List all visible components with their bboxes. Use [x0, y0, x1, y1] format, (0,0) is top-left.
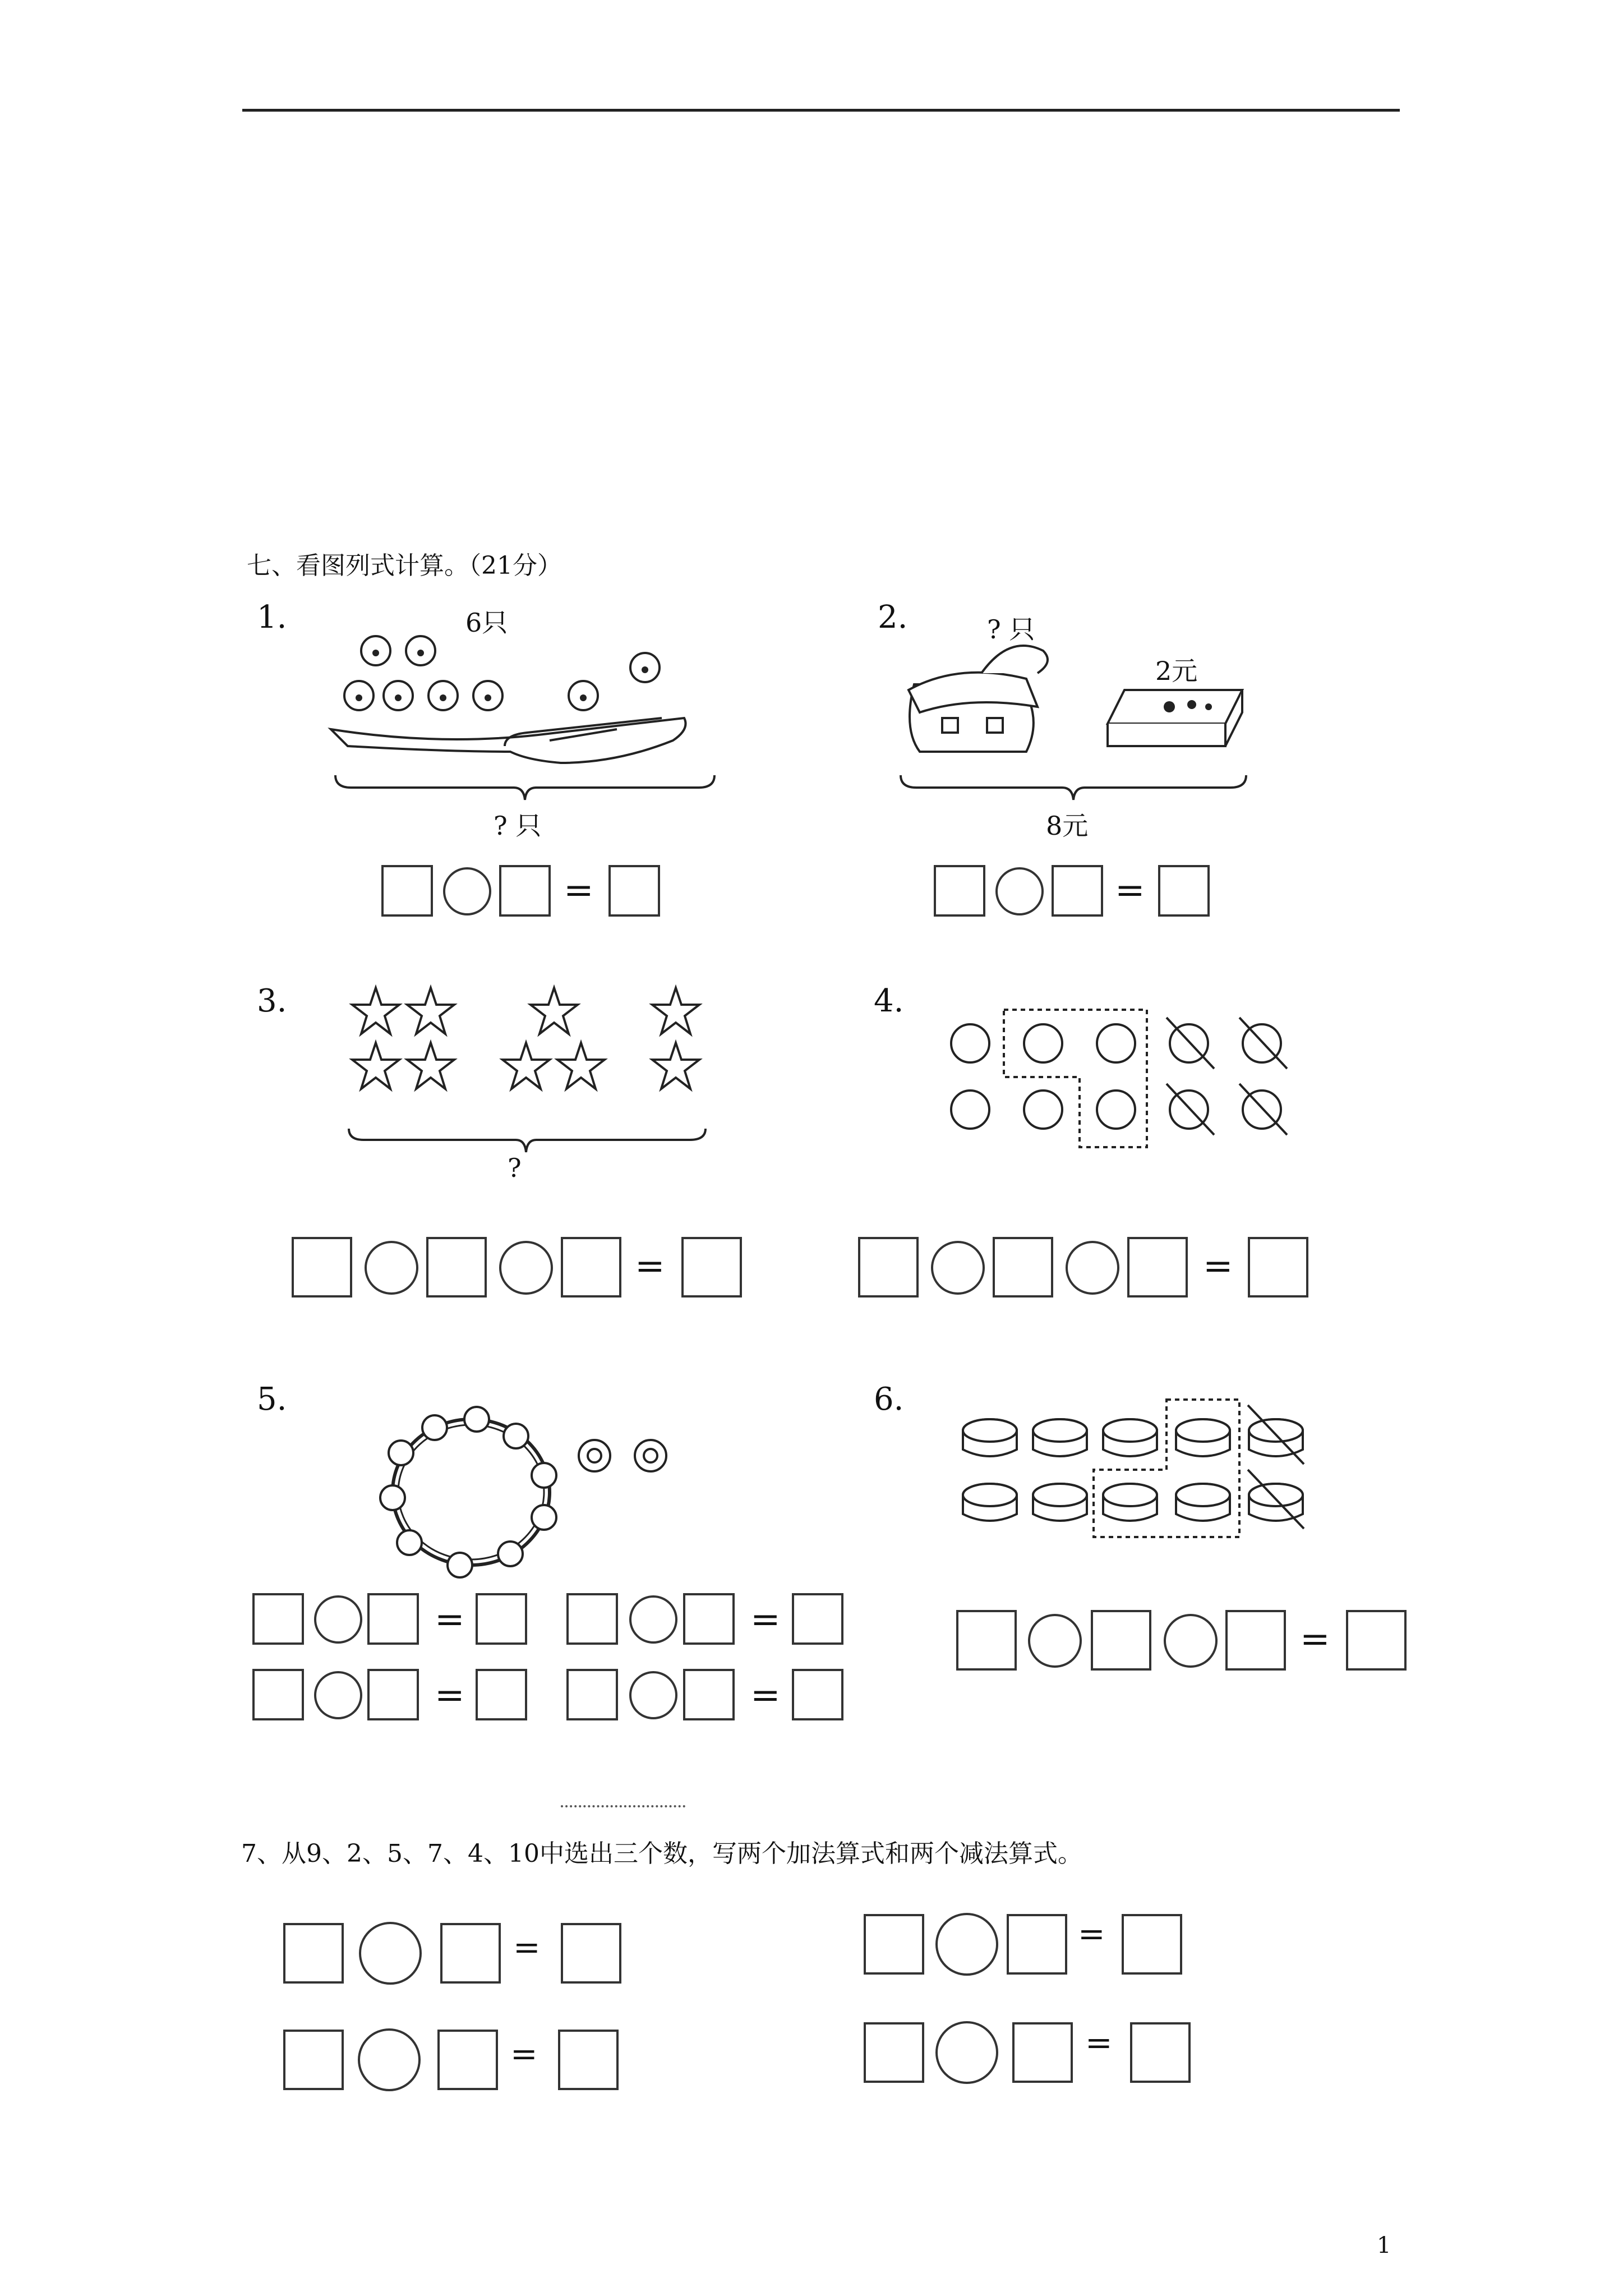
bead-bracelet-icon: [370, 1397, 684, 1582]
equals-sign: =: [1078, 1915, 1105, 1953]
stars-icon: [348, 984, 707, 1097]
answer-box[interactable]: [1012, 2022, 1073, 2083]
problem-3-brace: [348, 1128, 707, 1156]
equals-sign: =: [750, 1599, 781, 1640]
answer-box[interactable]: [1091, 1610, 1151, 1671]
answer-box[interactable]: [426, 1237, 487, 1297]
problem-1-number: 1.: [257, 599, 287, 636]
answer-box[interactable]: [858, 1237, 919, 1297]
equals-sign: =: [1115, 869, 1145, 911]
equals-sign: =: [435, 1674, 465, 1716]
answer-box[interactable]: [956, 1610, 1017, 1671]
answer-box[interactable]: [566, 1669, 618, 1720]
operator-circle[interactable]: [499, 1241, 553, 1295]
operator-circle[interactable]: [1164, 1614, 1218, 1668]
problem-2-top-label: ? 只: [987, 614, 1035, 645]
problem-3-bottom-label: ?: [508, 1153, 522, 1183]
problem-2-price-label: 2元: [1155, 656, 1198, 686]
answer-box[interactable]: [381, 865, 433, 917]
answer-box[interactable]: [1007, 1914, 1067, 1975]
equals-sign: =: [513, 1928, 541, 1966]
answer-box[interactable]: [792, 1593, 843, 1645]
operator-circle[interactable]: [935, 2021, 998, 2084]
page-number: 1: [1377, 2233, 1391, 2258]
answer-box[interactable]: [1122, 1914, 1182, 1975]
answer-box[interactable]: [566, 1593, 618, 1645]
header-rule: [242, 109, 1400, 112]
operator-circle[interactable]: [443, 867, 491, 915]
answer-box[interactable]: [283, 2030, 344, 2090]
answer-box[interactable]: [683, 1669, 735, 1720]
answer-box[interactable]: [792, 1669, 843, 1720]
operator-circle[interactable]: [359, 1922, 422, 1985]
answer-box[interactable]: [252, 1593, 304, 1645]
answer-box[interactable]: [440, 1923, 501, 1984]
equals-sign: =: [435, 1599, 465, 1640]
answer-box[interactable]: [367, 1593, 419, 1645]
problem-6-number: 6.: [874, 1381, 904, 1418]
operator-circle[interactable]: [935, 1913, 998, 1976]
equals-sign: =: [564, 869, 594, 911]
dotted-separator: [561, 1805, 685, 1807]
operator-circle[interactable]: [365, 1241, 418, 1295]
operator-circle[interactable]: [1028, 1614, 1082, 1668]
answer-box[interactable]: [499, 865, 551, 917]
section-title: 七、看图列式计算。（21分）: [247, 551, 562, 580]
question-7-text: 7、从9、2、5、7、4、10中选出三个数，写两个加法算式和两个减法算式。: [241, 1839, 1082, 1868]
crossed-circles-icon: [948, 1004, 1295, 1150]
answer-box[interactable]: [561, 1237, 621, 1297]
answer-box[interactable]: [1158, 865, 1210, 917]
problem-4-number: 4.: [874, 983, 904, 1019]
operator-circle[interactable]: [629, 1671, 677, 1719]
equals-sign: =: [1085, 2023, 1113, 2062]
answer-box[interactable]: [558, 2030, 619, 2090]
operator-circle[interactable]: [931, 1241, 985, 1295]
equals-sign: =: [510, 2035, 538, 2073]
answer-box[interactable]: [1052, 865, 1103, 917]
answer-box[interactable]: [1127, 1237, 1188, 1297]
operator-circle[interactable]: [314, 1595, 362, 1644]
answer-box[interactable]: [437, 2030, 498, 2090]
equals-sign: =: [635, 1245, 665, 1287]
operator-circle[interactable]: [995, 867, 1044, 915]
answer-box[interactable]: [476, 1669, 527, 1720]
answer-box[interactable]: [1248, 1237, 1308, 1297]
answer-box[interactable]: [864, 1914, 924, 1975]
pencil-box-icon: [1102, 684, 1248, 757]
answer-box[interactable]: [1130, 2022, 1191, 2083]
answer-box[interactable]: [561, 1923, 621, 1984]
problem-1-top-label: 6只: [465, 608, 508, 638]
problem-1-brace: [334, 774, 716, 802]
problem-3-number: 3.: [257, 983, 287, 1019]
problem-2-number: 2.: [878, 599, 908, 636]
schoolbag-icon: [897, 639, 1054, 763]
answer-box[interactable]: [993, 1237, 1053, 1297]
answer-box[interactable]: [1346, 1610, 1407, 1671]
operator-circle[interactable]: [1066, 1241, 1119, 1295]
operator-circle[interactable]: [629, 1595, 677, 1644]
equals-sign: =: [1203, 1245, 1233, 1287]
answer-box[interactable]: [934, 865, 985, 917]
answer-box[interactable]: [864, 2022, 924, 2083]
answer-box[interactable]: [681, 1237, 742, 1297]
answer-box[interactable]: [252, 1669, 304, 1720]
answer-box[interactable]: [608, 865, 660, 917]
answer-box[interactable]: [367, 1669, 419, 1720]
problem-5-number: 5.: [257, 1381, 287, 1418]
puppies-boat-icon: [325, 634, 695, 769]
equals-sign: =: [750, 1674, 781, 1716]
answer-box[interactable]: [476, 1593, 527, 1645]
answer-box[interactable]: [292, 1237, 352, 1297]
problem-1-bottom-label: ? 只: [494, 811, 542, 841]
problem-2-brace: [900, 774, 1247, 802]
problem-2-bottom-label: 8元: [1046, 811, 1089, 841]
answer-box[interactable]: [1225, 1610, 1286, 1671]
operator-circle[interactable]: [358, 2028, 421, 2091]
answer-box[interactable]: [683, 1593, 735, 1645]
operator-circle[interactable]: [314, 1671, 362, 1719]
equals-sign: =: [1300, 1618, 1330, 1660]
answer-box[interactable]: [283, 1923, 344, 1984]
stacked-coins-icon: [959, 1397, 1318, 1543]
